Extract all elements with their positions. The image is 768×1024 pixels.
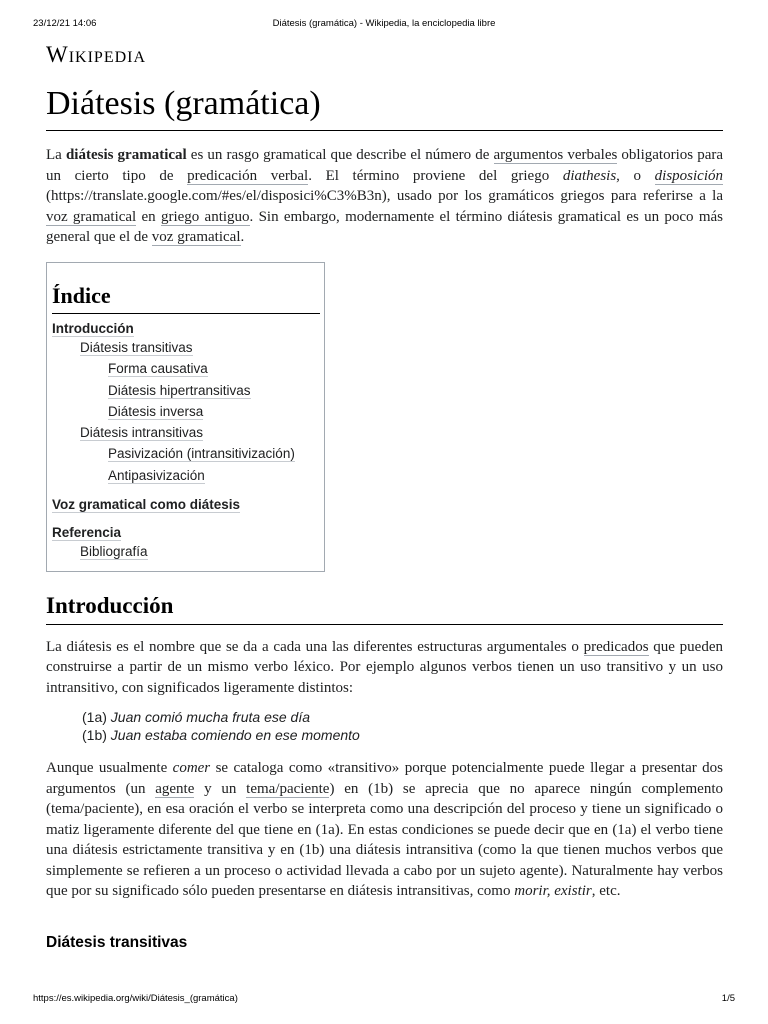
intro-text: La diátesis es el nombre que se da a cada una las diferentes estructuras argumentales o xyxy=(46,638,584,655)
italic-morir-existir: morir, existir xyxy=(514,883,592,899)
examples-list xyxy=(82,708,723,744)
toc-item-diatesis-inversa[interactable]: Diátesis inversa xyxy=(108,404,204,419)
toc-title: Índice xyxy=(52,281,320,314)
toc-item-bibliografia[interactable]: Bibliografía xyxy=(80,544,148,559)
lead-text: . Sin embargo, modernamente el término diátesis gramatical es un poco más general que el de xyxy=(46,208,723,245)
link-predicacion-verbal[interactable]: predicación verbal xyxy=(187,167,309,184)
article-content xyxy=(46,40,723,954)
italic-comer: comer xyxy=(172,760,211,776)
link-tema-paciente[interactable]: tema/paciente xyxy=(246,780,330,797)
example-text: Juan estaba comiendo en ese momento xyxy=(110,727,360,743)
toc-item-pasivizacion[interactable]: Pasivización (intransitivización) xyxy=(108,446,295,461)
toc-item-diatesis-transitivas[interactable]: Diátesis transitivas xyxy=(80,339,193,355)
link-argumentos-verbales[interactable]: argumentos verbales xyxy=(493,147,618,163)
example-label: (1a) xyxy=(82,709,111,725)
explanation-text: Aunque usualmente xyxy=(46,760,173,776)
lead-text: obligatorios para un cierto tipo de xyxy=(46,147,724,184)
lead-text: (https://translate.google.com/#es/el/disposici%C3%B3n), usado por los gramáticos griegos para referirse a la xyxy=(46,188,723,204)
example-label: (1b) xyxy=(82,727,111,743)
explanation-text: ) en (1b) se aprecia que no aparece ningún complemento (tema/paciente), en esa oración el verbo se interpreta como una descripción del proceso y tiene un significado o matiz ligeramente diferente del que tiene en (1a). En estas condiciones se puede decir que en (1a) el verbo tiene una diátesis estrictamente transitiva y en (1b) una diátesis intransitiva (como la que tienen muchos verbos que simplemente se refieren a un proceso o actividad llevada a cabo por un sujeto agente). Naturalmente hay verbos que por su significado sólo pueden presentarse en diátesis intransitivas, como xyxy=(46,780,724,899)
lead-text: . xyxy=(240,229,245,245)
lead-paragraph xyxy=(46,145,723,248)
print-date: 23/12/21 14:06 xyxy=(33,18,97,29)
lead-text: es un rasgo gramatical que describe el número de xyxy=(186,147,494,163)
table-of-contents xyxy=(46,262,325,572)
print-url: https://es.wikipedia.org/wiki/Diátesis_(gramática) xyxy=(33,993,238,1004)
toc-item-antipasivizacion[interactable]: Antipasivización xyxy=(108,467,205,483)
section-heading-introduccion: Introducción xyxy=(46,590,723,625)
lead-text: en xyxy=(136,208,161,225)
page-title: Diátesis (gramática) xyxy=(46,82,723,131)
lead-text: , o xyxy=(616,167,655,184)
explanation-text: se cataloga como «transitivo» porque potencialmente puede llegar a presentar dos argumentos (un xyxy=(46,760,723,797)
print-footer xyxy=(0,993,768,1007)
link-agente[interactable]: agente xyxy=(155,780,195,797)
intro-text: que pueden construirse a partir de un mismo verbo léxico. Por ejemplo algunos verbos tienen un uso transitivo y un uso intransitivo, con significados ligeramente distintos: xyxy=(46,638,723,696)
link-predicados[interactable]: predicados xyxy=(583,638,649,655)
example-1a xyxy=(82,708,723,726)
example-text: Juan comió mucha fruta ese día xyxy=(110,709,311,725)
toc-item-forma-causativa[interactable]: Forma causativa xyxy=(108,361,208,376)
lead-text: La xyxy=(46,147,66,163)
link-voz-gramatical[interactable]: voz gramatical xyxy=(46,208,137,225)
link-voz-gramatical-2[interactable]: voz gramatical xyxy=(151,229,241,245)
link-disposicion[interactable]: disposición xyxy=(654,167,724,184)
toc-item-diatesis-hipertransitivas[interactable]: Diátesis hipertransitivas xyxy=(108,382,251,398)
lead-text: . El término proviene del griego xyxy=(308,167,563,184)
intro-paragraph xyxy=(46,637,723,699)
print-page-title: Diátesis (gramática) - Wikipedia, la enciclopedia libre xyxy=(272,18,496,29)
lead-bold-term: diátesis gramatical xyxy=(65,147,187,163)
link-griego-antiguo[interactable]: griego antiguo xyxy=(160,208,250,225)
lead-italic-diathesis: diathesis xyxy=(562,167,617,184)
wikipedia-wordmark[interactable]: Wikipedia xyxy=(46,42,147,67)
explanation-paragraph xyxy=(46,758,723,902)
toc-item-voz-gramatical[interactable]: Voz gramatical como diátesis xyxy=(52,497,241,512)
explanation-text: , etc. xyxy=(591,883,621,899)
explanation-text: y un xyxy=(194,780,247,797)
example-1b xyxy=(82,726,723,744)
print-header xyxy=(0,18,768,32)
print-page-number: 1/5 xyxy=(721,993,735,1004)
subsection-heading-diatesis-transitivas: Diátesis transitivas xyxy=(46,933,188,951)
toc-item-diatesis-intransitivas[interactable]: Diátesis intransitivas xyxy=(80,424,204,440)
toc-item-introduccion[interactable]: Introducción xyxy=(52,320,134,336)
toc-item-referencia[interactable]: Referencia xyxy=(52,525,122,540)
